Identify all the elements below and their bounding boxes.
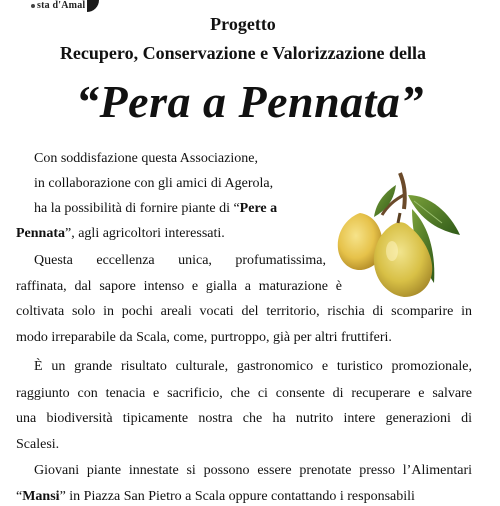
p4-line2-text: ” in Piazza San Pietro a Scala oppure contattando i responsabili — [59, 489, 415, 504]
mansi-bold: Mansi — [22, 489, 60, 504]
header-project: Progetto — [210, 14, 276, 34]
p2-line3: coltivata solo in pochi areali vocati del territorio, rischia di scomparire in — [16, 304, 472, 319]
p3-line4: Scalesi. — [16, 437, 60, 452]
p1-line1: Con soddisfazione questa Associazione, — [34, 151, 258, 166]
p1-line2: in collaborazione con gli amici di Agerola, — [34, 176, 274, 191]
pear-fruit-illustration — [330, 165, 470, 305]
p3-line2: raggiunto con tenacia e sacrificio, che ci consente di recuperare e salvare — [16, 386, 472, 401]
logo-text: sta d'Amal — [37, 0, 86, 11]
header-subtitle: Recupero, Conservazione e Valorizzazione della — [59, 43, 427, 63]
page-title: “Pera a Pennata” — [76, 76, 424, 127]
p1-line3-text: ha la possibilità di fornire piante di “ — [34, 201, 240, 216]
p3-line1: È un grande risultato culturale, gastronomico e turistico promozionale, — [34, 359, 472, 374]
p4-line1: Giovani piante innestate si possono essere prenotate presso l’Alimentari — [34, 463, 472, 478]
p1-line4 — [16, 225, 225, 243]
p2-line2: raffinata, dal sapore intenso e gialla a maturazione è — [16, 279, 342, 294]
pennata-bold: Pennata — [16, 226, 65, 241]
p2-line4: modo irreparabile da Scala, come, purtroppo, già per altri fruttiferi. — [16, 330, 392, 345]
p3-line3: una biodiversità tipicamente nostra che ha nutrito intere generazioni di — [16, 411, 472, 426]
pere-bold: Pere a — [239, 201, 278, 216]
p4-line2 — [16, 488, 415, 506]
p4-quote-open: “ — [16, 489, 23, 504]
branch — [400, 173, 405, 209]
p1-line3 — [34, 200, 277, 218]
p1-line4-text: ”, agli agricoltori interessati. — [65, 226, 225, 241]
p2-line1: Questa eccellenza unica, profumatissima, — [34, 253, 326, 268]
